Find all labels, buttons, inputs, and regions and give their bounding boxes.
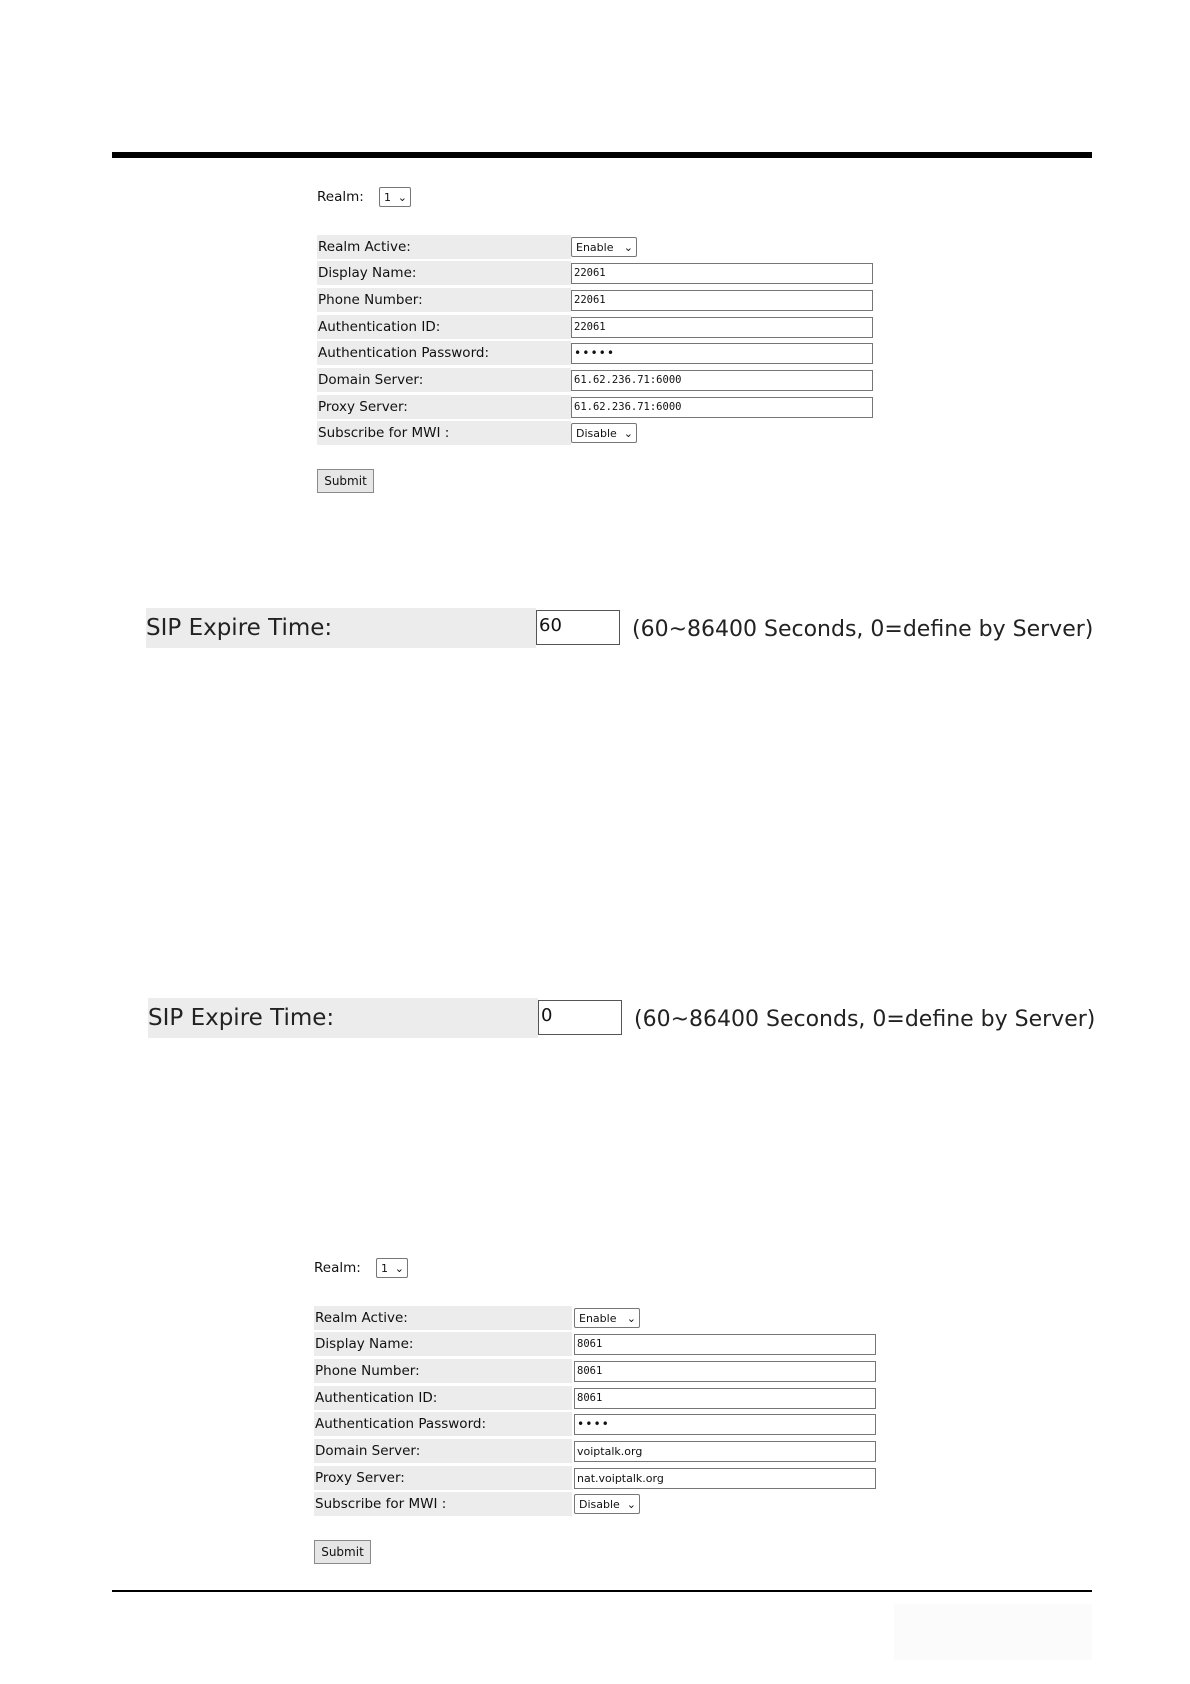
sip-expire-hint: (60~86400 Seconds, 0=define by Server): [634, 1007, 1096, 1032]
sip-expire-hint: (60~86400 Seconds, 0=define by Server): [632, 617, 1094, 642]
sip-expire-label: SIP Expire Time:: [148, 998, 538, 1038]
select-value: Enable: [579, 1311, 617, 1325]
chevron-down-icon: ⌄: [626, 1311, 636, 1325]
field-row-domain-server: [314, 1439, 874, 1463]
select-value: Enable: [576, 240, 614, 254]
realm-active-select[interactable]: [571, 237, 637, 257]
field-label: Proxy Server:: [314, 1466, 572, 1490]
domain-server-input[interactable]: voiptalk.org: [574, 1441, 876, 1462]
realm-selector-row: [314, 1256, 408, 1280]
field-row-display-name: [314, 1332, 874, 1356]
sip-expire-label: SIP Expire Time:: [146, 608, 536, 648]
chevron-down-icon: ⌄: [394, 1261, 404, 1275]
select-value: Disable: [576, 426, 617, 440]
chevron-down-icon: ⌄: [623, 240, 633, 254]
realm-select[interactable]: [376, 1258, 408, 1278]
field-row-phone-number: [314, 1359, 874, 1383]
field-label: Realm Active:: [317, 235, 571, 259]
field-row-authentication-password: [317, 341, 877, 365]
field-row-realm-active: [317, 235, 877, 259]
field-label: Domain Server:: [317, 368, 571, 392]
realm-select-value: 1: [384, 190, 391, 204]
field-row-realm-active: [314, 1306, 874, 1330]
field-row-authentication-password: [314, 1412, 874, 1436]
realm-label: Realm:: [314, 1260, 361, 1276]
realm-label: Realm:: [317, 189, 364, 205]
chevron-down-icon: ⌄: [626, 1497, 636, 1511]
field-row-subscribe-mwi: [317, 421, 877, 445]
field-label: Phone Number:: [317, 288, 571, 312]
footer-shade: [894, 1604, 1092, 1660]
display-name-input[interactable]: 22061: [571, 263, 873, 284]
field-label: Realm Active:: [314, 1306, 572, 1330]
field-label: Display Name:: [314, 1332, 572, 1356]
field-label: Phone Number:: [314, 1359, 572, 1383]
select-value: Disable: [579, 1497, 620, 1511]
field-label: Domain Server:: [314, 1439, 572, 1463]
subscribe-mwi-select[interactable]: [571, 423, 637, 443]
authentication-password-input[interactable]: •••••: [571, 343, 873, 364]
realm-selector-row: [317, 185, 411, 209]
header-rule: [112, 152, 1092, 158]
domain-server-input[interactable]: 61.62.236.71:6000: [571, 370, 873, 391]
display-name-input[interactable]: 8061: [574, 1334, 876, 1355]
field-row-phone-number: [317, 288, 877, 312]
authentication-id-input[interactable]: 8061: [574, 1388, 876, 1409]
submit-button[interactable]: Submit: [314, 1540, 371, 1564]
proxy-server-input[interactable]: nat.voiptalk.org: [574, 1468, 876, 1489]
field-label: Subscribe for MWI :: [314, 1492, 572, 1516]
phone-number-input[interactable]: 22061: [571, 290, 873, 311]
proxy-server-input[interactable]: 61.62.236.71:6000: [571, 397, 873, 418]
authentication-password-input[interactable]: ••••: [574, 1414, 876, 1435]
field-row-authentication-id: [314, 1386, 874, 1410]
realm-active-select[interactable]: [574, 1308, 640, 1328]
field-label: Authentication Password:: [317, 341, 571, 365]
field-label: Subscribe for MWI :: [317, 421, 571, 445]
field-row-subscribe-mwi: [314, 1492, 874, 1516]
sip-expire-input[interactable]: 60: [536, 610, 620, 645]
sip-expire-row-a: [146, 608, 1094, 648]
footer-rule: [112, 1590, 1092, 1592]
field-label: Display Name:: [317, 261, 571, 285]
chevron-down-icon: ⌄: [623, 426, 633, 440]
realm-select[interactable]: [379, 187, 411, 207]
field-row-proxy-server: [314, 1466, 874, 1490]
subscribe-mwi-select[interactable]: [574, 1494, 640, 1514]
realm-select-value: 1: [381, 1261, 388, 1275]
submit-button[interactable]: Submit: [317, 469, 374, 493]
field-label: Authentication Password:: [314, 1412, 572, 1436]
authentication-id-input[interactable]: 22061: [571, 317, 873, 338]
field-label: Authentication ID:: [317, 315, 571, 339]
chevron-down-icon: ⌄: [397, 190, 407, 204]
field-row-authentication-id: [317, 315, 877, 339]
field-label: Proxy Server:: [317, 395, 571, 419]
sip-expire-row-b: [148, 998, 1096, 1038]
field-label: Authentication ID:: [314, 1386, 572, 1410]
field-row-display-name: [317, 261, 877, 285]
sip-expire-input[interactable]: 0: [538, 1000, 622, 1035]
phone-number-input[interactable]: 8061: [574, 1361, 876, 1382]
field-row-proxy-server: [317, 395, 877, 419]
field-row-domain-server: [317, 368, 877, 392]
